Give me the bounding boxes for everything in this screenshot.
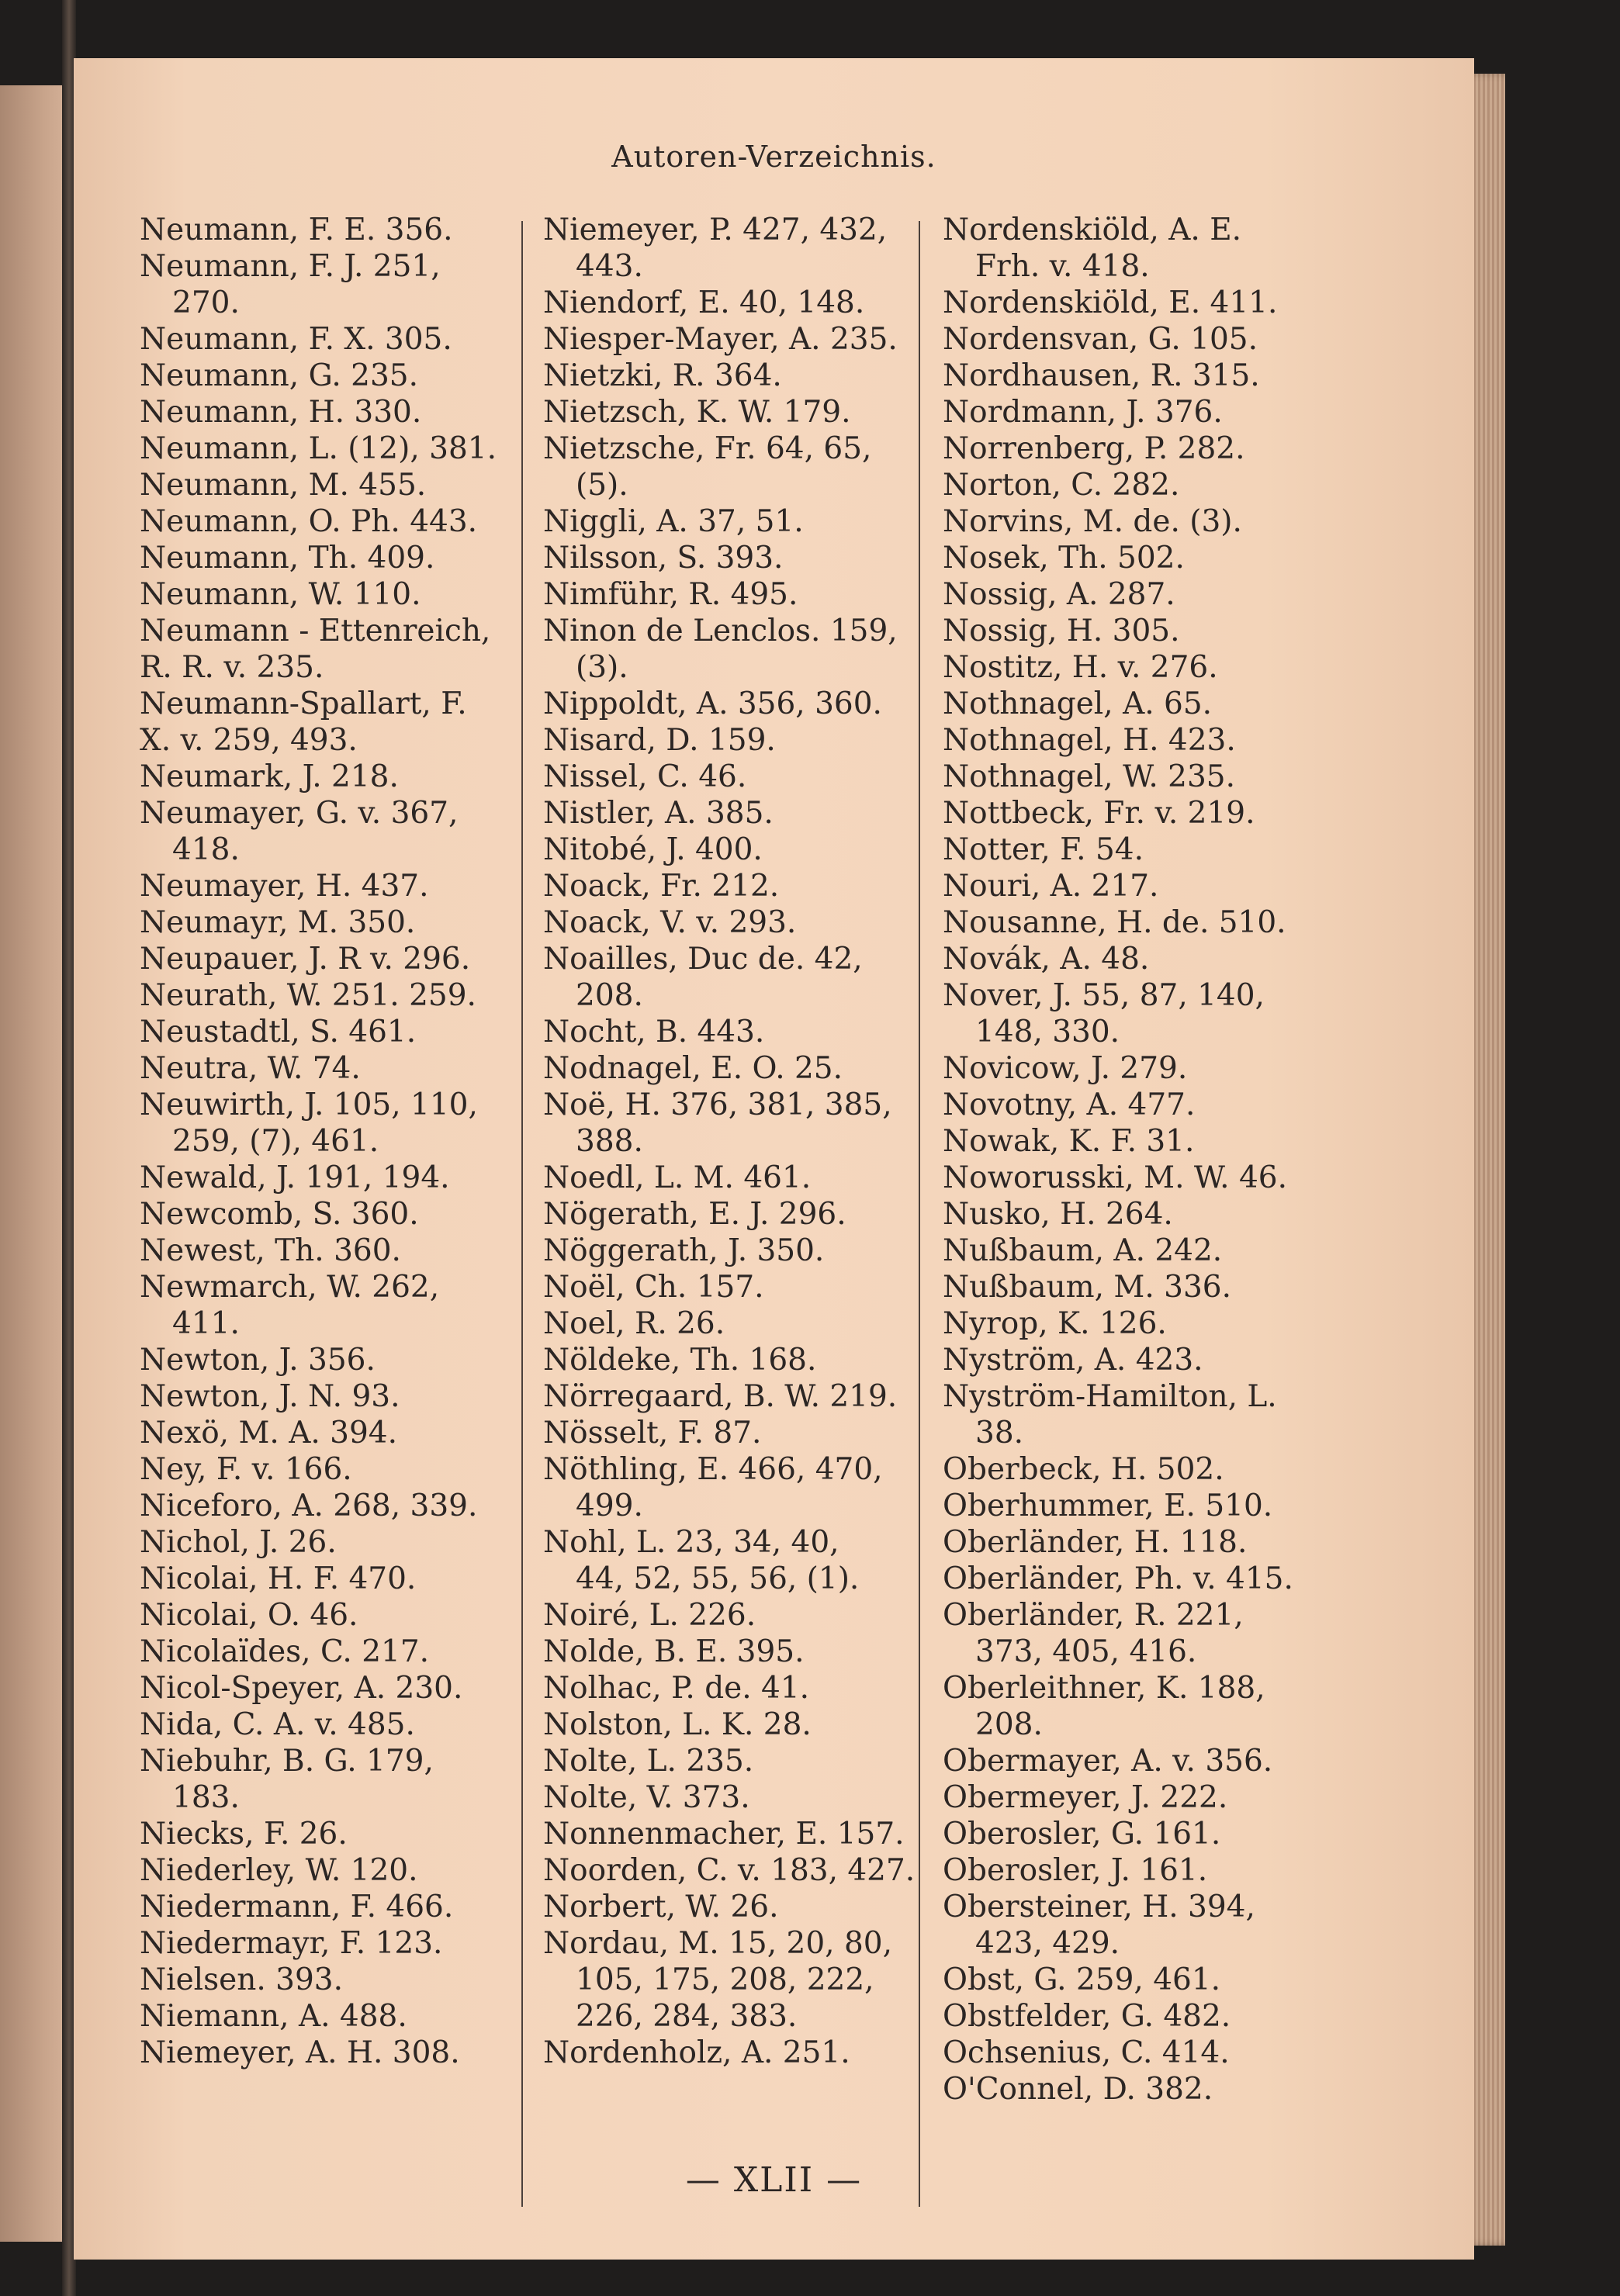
index-entry-continuation: 208. [576, 978, 643, 1013]
index-entry: Nusko, H. 264. [943, 1197, 1173, 1232]
index-entry: Nosek, Th. 502. [943, 541, 1185, 576]
index-entry: Neustadtl, S. 461. [140, 1015, 417, 1049]
index-entry: Neumann, L. (12), 381. [140, 431, 497, 466]
index-entry: Ney, F. v. 166. [140, 1452, 352, 1487]
index-entry: Nyrop, K. 126. [943, 1306, 1167, 1341]
index-entry: Noiré, L. 226. [543, 1598, 756, 1633]
index-entry-continuation: 499. [576, 1489, 643, 1523]
index-entry: Nitobé, J. 400. [543, 832, 763, 867]
index-entry: Neurath, W. 251. 259. [140, 978, 476, 1013]
index-entry: Nostitz, H. v. 276. [943, 650, 1218, 685]
index-entry: Nodnagel, E. O. 25. [543, 1051, 843, 1086]
index-entry: Neumann, H. 330. [140, 395, 422, 430]
index-entry-continuation: (5). [576, 468, 628, 503]
index-entry: Nouri, A. 217. [943, 869, 1159, 904]
index-entry: Nossig, A. 287. [943, 577, 1175, 612]
index-entry: Neumann, W. 110. [140, 577, 421, 612]
index-entry: Niemeyer, A. H. 308. [140, 2035, 460, 2070]
index-entry: Norbert, W. 26. [543, 1890, 779, 1924]
index-entry: Nietzki, R. 364. [543, 358, 782, 393]
index-entry-continuation: 418. [172, 832, 240, 867]
index-entry: Obstfelder, G. 482. [943, 1999, 1231, 2034]
index-entry: Niemeyer, P. 427, 432, [543, 213, 888, 247]
index-entry: Niggli, A. 37, 51. [543, 504, 804, 539]
index-entry: Newald, J. 191, 194. [140, 1160, 450, 1195]
index-entry: Nimführ, R. 495. [543, 577, 798, 612]
index-entry-continuation: 226, 284, 383. [576, 1999, 798, 2034]
index-entry: Obst, G. 259, 461. [943, 1962, 1221, 1997]
page-title: Autoren-Verzeichnis. [611, 140, 936, 174]
index-entry: Nocht, B. 443. [543, 1015, 765, 1049]
index-entry: Niemann, A. 488. [140, 1999, 407, 2034]
index-entry: Nolde, B. E. 395. [543, 1634, 805, 1669]
index-entry: Noël, Ch. 157. [543, 1270, 764, 1305]
index-entry: Noworusski, M. W. 46. [943, 1160, 1287, 1195]
index-entry: Nögerath, E. J. 296. [543, 1197, 846, 1232]
index-entry: Neumayer, G. v. 367, [140, 796, 459, 831]
index-entry: Nöggerath, J. 350. [543, 1233, 825, 1268]
index-entry: Nolte, L. 235. [543, 1744, 754, 1779]
index-column-1 [140, 212, 574, 2071]
index-entry: X. v. 259, 493. [140, 723, 358, 758]
index-entry-continuation: 148, 330. [975, 1015, 1120, 1049]
index-entry: Nolte, V. 373. [543, 1780, 750, 1815]
index-entry: Nörregaard, B. W. 219. [543, 1379, 898, 1414]
index-entry: Neumann, Th. 409. [140, 541, 435, 576]
index-entry: Nußbaum, M. 336. [943, 1270, 1231, 1305]
index-entry: Nossig, H. 305. [943, 614, 1180, 648]
index-entry: Niceforo, A. 268, 339. [140, 1489, 478, 1523]
index-entry: Neumayer, H. 437. [140, 869, 429, 904]
index-entry: Newton, J. N. 93. [140, 1379, 400, 1414]
index-entry: Nexö, M. A. 394. [140, 1416, 397, 1451]
index-entry: Nietzsch, K. W. 179. [543, 395, 851, 430]
index-entry: Nietzsche, Fr. 64, 65, [543, 431, 872, 466]
index-entry: Obersteiner, H. 394, [943, 1890, 1255, 1924]
index-entry-continuation: 411. [172, 1306, 240, 1341]
index-entry: Oberbeck, H. 502. [943, 1452, 1224, 1487]
index-entry: Niebuhr, B. G. 179, [140, 1744, 434, 1779]
index-entry: Noë, H. 376, 381, 385, [543, 1087, 892, 1122]
index-entry: Nowak, K. F. 31. [943, 1124, 1195, 1159]
index-entry: Novicow, J. 279. [943, 1051, 1188, 1086]
index-entry-continuation: 208. [975, 1707, 1043, 1742]
index-entry: Obermeyer, J. 222. [943, 1780, 1228, 1815]
index-entry: Noack, V. v. 293. [543, 905, 797, 940]
index-entry: Nicol-Speyer, A. 230. [140, 1671, 463, 1706]
index-entry: Oberhummer, E. 510. [943, 1489, 1273, 1523]
index-entry-continuation: 270. [172, 285, 240, 320]
index-entry: Nöthling, E. 466, 470, [543, 1452, 883, 1487]
index-entry: Nichol, J. 26. [140, 1525, 337, 1560]
index-entry: Nordenskiöld, A. E. [943, 213, 1242, 247]
index-entry: Norrenberg, P. 282. [943, 431, 1245, 466]
index-entry: Nistler, A. 385. [543, 796, 774, 831]
index-entry: Nußbaum, A. 242. [943, 1233, 1223, 1268]
index-entry-continuation: 373, 405, 416. [975, 1634, 1197, 1669]
index-entry: Noailles, Duc de. 42, [543, 942, 863, 977]
index-entry: Nothnagel, H. 423. [943, 723, 1236, 758]
index-entry: R. R. v. 235. [140, 650, 324, 685]
index-entry-continuation: 443. [576, 249, 643, 284]
index-entry: Oberosler, G. 161. [943, 1817, 1221, 1852]
index-entry: Nösselt, F. 87. [543, 1416, 762, 1451]
index-entry: Nover, J. 55, 87, 140, [943, 978, 1265, 1013]
index-entry: Newcomb, S. 360. [140, 1197, 419, 1232]
index-entry: Nordhausen, R. 315. [943, 358, 1260, 393]
index-entry-continuation: 388. [576, 1124, 643, 1159]
index-entry: Ochsenius, C. 414. [943, 2035, 1230, 2070]
index-entry: Oberländer, R. 221, [943, 1598, 1244, 1633]
index-entry: Nothnagel, W. 235. [943, 759, 1235, 794]
index-entry: Neumann, M. 455. [140, 468, 427, 503]
index-entry: Neumann, F. J. 251, [140, 249, 441, 284]
index-entry: Nyström-Hamilton, L. [943, 1379, 1277, 1414]
index-entry: Nordensvan, G. 105. [943, 322, 1258, 357]
index-entry: Nöldeke, Th. 168. [543, 1343, 817, 1378]
index-column-2 [543, 212, 978, 2071]
index-entry: Nordenholz, A. 251. [543, 2035, 850, 2070]
index-entry: Norton, C. 282. [943, 468, 1180, 503]
index-entry: Nohl, L. 23, 34, 40, [543, 1525, 839, 1560]
index-entry: Novotny, A. 477. [943, 1087, 1196, 1122]
index-entry: Niesper-Mayer, A. 235. [543, 322, 898, 357]
index-entry: Neuwirth, J. 105, 110, [140, 1087, 478, 1122]
index-entry: Nicolai, O. 46. [140, 1598, 358, 1633]
index-entry: Oberosler, J. 161. [943, 1853, 1208, 1888]
index-entry: Nonnenmacher, E. 157. [543, 1817, 905, 1852]
index-entry: Notter, F. 54. [943, 832, 1144, 867]
index-entry: Noel, R. 26. [543, 1306, 725, 1341]
index-entry: Oberländer, Ph. v. 415. [943, 1561, 1293, 1596]
index-entry: Neumann, O. Ph. 443. [140, 504, 478, 539]
index-entry: Nordenskiöld, E. 411. [943, 285, 1278, 320]
index-entry-continuation: Frh. v. 418. [975, 249, 1150, 284]
index-entry: Nordmann, J. 376. [943, 395, 1223, 430]
index-entry: Oberländer, H. 118. [943, 1525, 1248, 1560]
index-entry: Neumann, F. X. 305. [140, 322, 452, 357]
index-entry: Neupauer, J. R v. 296. [140, 942, 471, 977]
index-entry-continuation: (3). [576, 650, 628, 685]
index-entry: Obermayer, A. v. 356. [943, 1744, 1273, 1779]
index-entry: Nisard, D. 159. [543, 723, 776, 758]
index-entry: Niendorf, E. 40, 148. [543, 285, 865, 320]
index-entry: Noedl, L. M. 461. [543, 1160, 812, 1195]
index-entry: Newest, Th. 360. [140, 1233, 401, 1268]
index-entry: Nida, C. A. v. 485. [140, 1707, 415, 1742]
index-entry: Newton, J. 356. [140, 1343, 376, 1378]
index-entry: Neumann - Ettenreich, [140, 614, 491, 648]
index-entry: Niedermayr, F. 123. [140, 1926, 443, 1961]
index-entry: Nissel, C. 46. [543, 759, 747, 794]
index-entry: Neumann-Spallart, F. [140, 686, 467, 721]
index-entry: Nousanne, H. de. 510. [943, 905, 1286, 940]
index-entry: Nilsson, S. 393. [543, 541, 784, 576]
index-entry-continuation: 423, 429. [975, 1926, 1120, 1961]
index-entry-continuation: 38. [975, 1416, 1024, 1451]
index-entry: Nippoldt, A. 356, 360. [543, 686, 882, 721]
index-entry-continuation: 259, (7), 461. [172, 1124, 379, 1159]
book-page [74, 58, 1474, 2260]
index-entry: Ninon de Lenclos. 159, [543, 614, 898, 648]
index-entry: Newmarch, W. 262, [140, 1270, 440, 1305]
index-entry: Niederley, W. 120. [140, 1853, 418, 1888]
index-column-3 [943, 212, 1377, 2108]
index-entry: Nielsen. 393. [140, 1962, 343, 1997]
index-entry: Nyström, A. 423. [943, 1343, 1203, 1378]
index-entry-continuation: 105, 175, 208, 222, [576, 1962, 874, 1997]
index-entry: Niedermann, F. 466. [140, 1890, 454, 1924]
index-entry: Neumayr, M. 350. [140, 905, 416, 940]
index-entry: Nottbeck, Fr. v. 219. [943, 796, 1255, 831]
index-entry: Nicolai, H. F. 470. [140, 1561, 417, 1596]
index-entry: Nolhac, P. de. 41. [543, 1671, 810, 1706]
page-number: — XLII — [685, 2160, 863, 2200]
index-entry: Neumann, G. 235. [140, 358, 418, 393]
index-entry: Nothnagel, A. 65. [943, 686, 1213, 721]
index-entry: Nordau, M. 15, 20, 80, [543, 1926, 892, 1961]
index-entry: Norvins, M. de. (3). [943, 504, 1242, 539]
index-entry: Nicolaïdes, C. 217. [140, 1634, 430, 1669]
index-entry: Noack, Fr. 212. [543, 869, 780, 904]
index-entry: Noorden, C. v. 183, 427. [543, 1853, 916, 1888]
index-entry: Novák, A. 48. [943, 942, 1150, 977]
index-entry: Neumann, F. E. 356. [140, 213, 453, 247]
index-entry: Neutra, W. 74. [140, 1051, 361, 1086]
index-entry: Neumark, J. 218. [140, 759, 399, 794]
index-entry: Oberleithner, K. 188, [943, 1671, 1265, 1706]
index-entry-continuation: 44, 52, 55, 56, (1). [576, 1561, 860, 1596]
index-entry-continuation: 183. [172, 1780, 240, 1815]
index-entry: Nolston, L. K. 28. [543, 1707, 812, 1742]
index-entry: Niecks, F. 26. [140, 1817, 348, 1852]
index-entry: O'Connel, D. 382. [943, 2072, 1213, 2107]
